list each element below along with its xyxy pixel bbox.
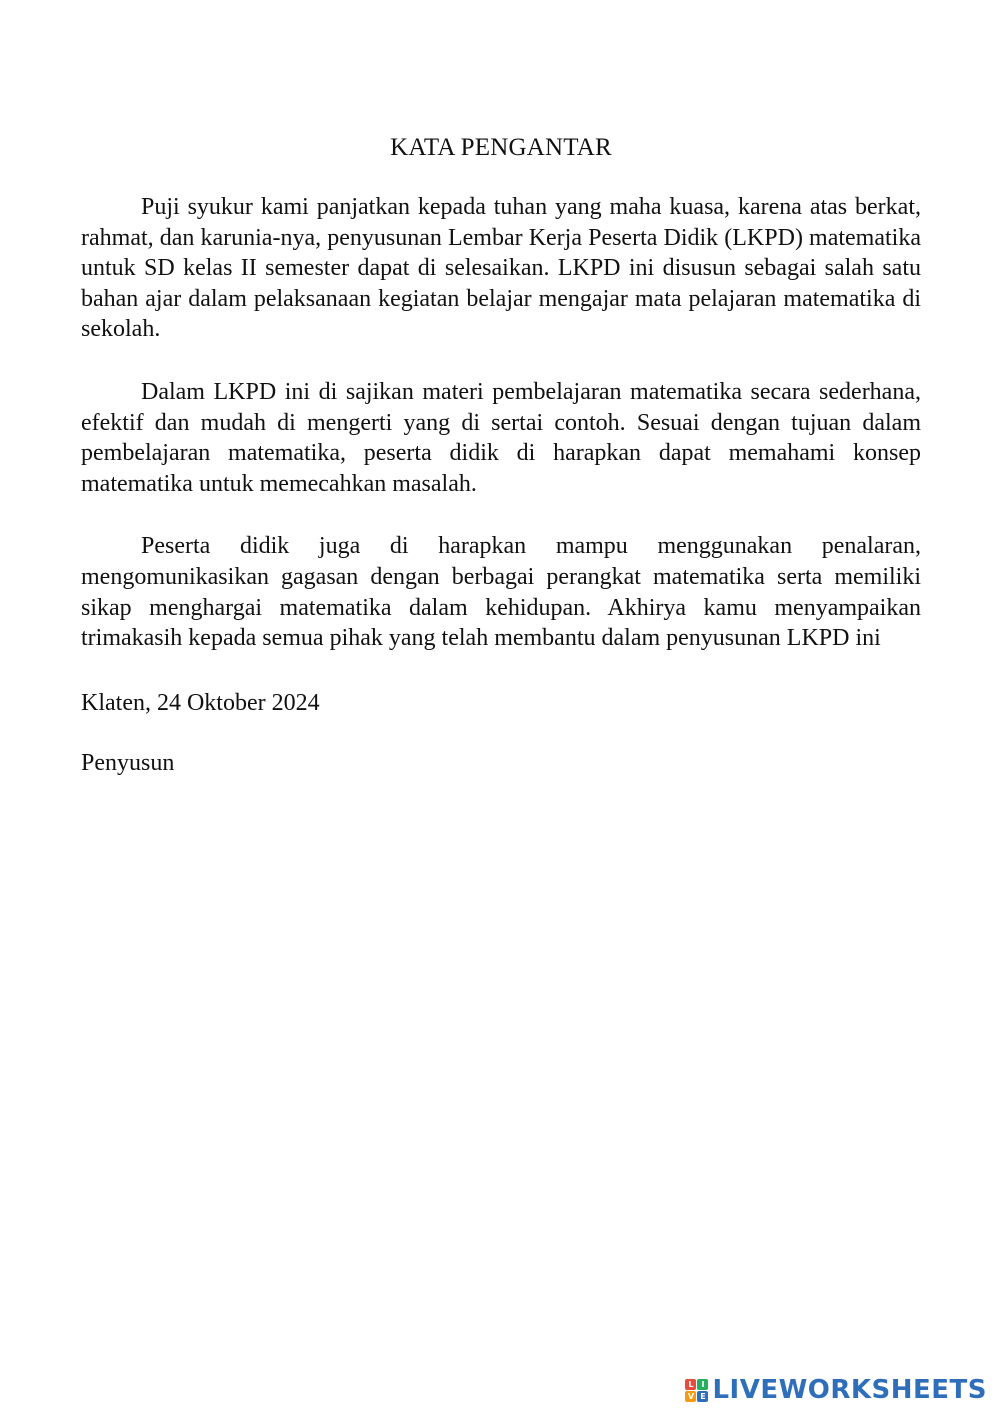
logo-letter-v: V	[685, 1391, 696, 1402]
logo-letter-l: L	[685, 1379, 696, 1390]
document-page	[81, 130, 921, 808]
watermark-text: LIVEWORKSHEETS	[712, 1375, 987, 1405]
place-date: Klaten, 24 Oktober 2024	[81, 689, 320, 716]
logo-letter-e: E	[697, 1391, 708, 1402]
paragraph-2: Dalam LKPD ini di sajikan materi pembelajaran matematika secara sederhana, efektif dan mudah di mengerti yang di sertai contoh. Sesuai dengan tujuan dalam pembelajaran matematika, peserta didik di harapkan dapat memahami konsep matematika untuk memecahkan masalah.	[81, 378, 921, 497]
paragraph-3: Peserta didik juga di harapkan mampu menggunakan penalaran, mengomunikasikan gagasan dengan berbagai perangkat matematika serta memiliki sikap menghargai matematika dalam kehidupan. Akhirya kamu menyampaikan trimakasih kepada semua pihak yang telah membantu dalam penyusunan LKPD ini	[81, 533, 921, 652]
liveworksheets-logo-icon	[685, 1379, 708, 1402]
logo-letter-i: I	[697, 1379, 708, 1390]
paragraph-1: Puji syukur kami panjatkan kepada tuhan yang maha kuasa, karena atas berkat, rahmat, dan karunia-nya, penyusunan Lembar Kerja Peserta Didik (LKPD) matematika untuk SD kelas II semester dapat di selesaikan. LKPD ini disusun sebagai salah satu bahan ajar dalam pelaksanaan kegiatan belajar mengajar mata pelajaran matematika di sekolah.	[81, 194, 921, 343]
page-title: KATA PENGANTAR	[390, 134, 612, 161]
signature-label: Penyusun	[81, 749, 175, 776]
liveworksheets-watermark	[685, 1375, 987, 1405]
